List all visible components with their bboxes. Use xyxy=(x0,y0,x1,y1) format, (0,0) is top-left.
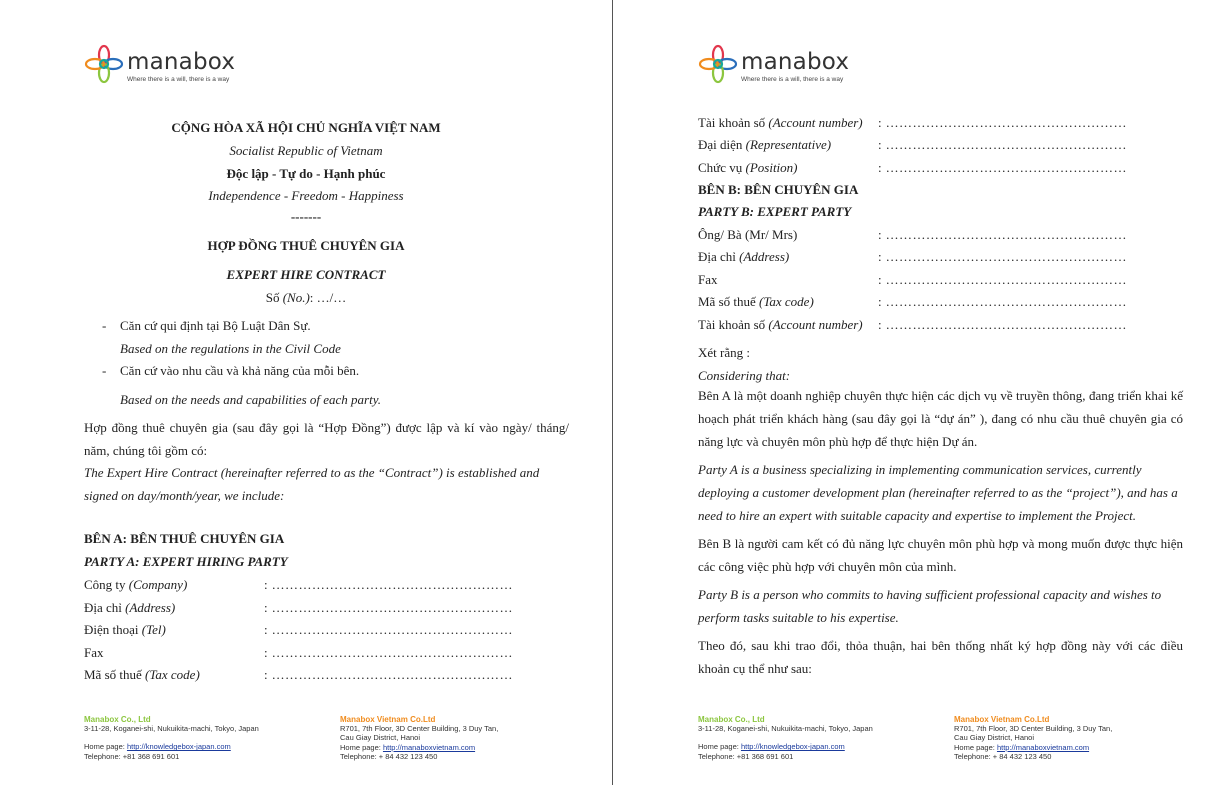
intro-vn-line: năm, chúng tôi gồm có: xyxy=(84,443,208,458)
footer-vietnam xyxy=(340,715,498,761)
contract-number xyxy=(0,290,612,306)
footer-homepage xyxy=(698,742,873,751)
company-logo xyxy=(84,44,244,88)
number-prefix: Số xyxy=(265,290,283,305)
field-tel-value: : ……………………………………………… xyxy=(264,622,513,637)
republic-title-vn: CỘNG HÒA XÃ HỘI CHỦ NGHĨA VIỆT NAM xyxy=(171,120,441,135)
motto-vn: Độc lập - Tự do - Hạnh phúc xyxy=(226,166,386,181)
field-name-b-label xyxy=(698,227,797,243)
field-address-b-value: : ……………………………………………… xyxy=(878,249,1127,264)
basis-2-en: Based on the needs and capabilities of each party. xyxy=(120,392,382,407)
field-representative-label xyxy=(698,137,831,153)
field-label-en: (Company) xyxy=(128,577,188,592)
field-tel-label xyxy=(84,622,166,638)
field-taxcode-label xyxy=(84,667,200,683)
footer-address: Cau Giay District, Hanoi xyxy=(954,733,1035,743)
footer-telephone: Telephone: +81 368 691 601 xyxy=(84,751,180,761)
motto-en: Independence - Freedom - Happiness xyxy=(208,188,404,203)
footer-japan xyxy=(698,715,873,761)
homepage-link[interactable]: http://manaboxvietnam.com xyxy=(382,742,476,752)
paragraph-2-en xyxy=(698,583,1161,629)
paragraph-line: deploying a customer development plan (hereinafter referred to as the “project”), and has a xyxy=(698,485,1178,500)
field-taxcode-value: : ……………………………………………… xyxy=(264,667,513,682)
field-label-en: (Tax code) xyxy=(759,294,814,309)
footer-homepage xyxy=(340,743,498,752)
paragraph-2-vn xyxy=(698,532,1183,578)
field-label-vn: Chức vụ xyxy=(698,160,746,175)
field-label-vn: Fax xyxy=(84,645,104,660)
brand-tagline: Where there is a will, there is a way xyxy=(741,76,844,83)
field-label-en: (Representative) xyxy=(745,137,832,152)
field-account-b-value: : ……………………………………………… xyxy=(878,317,1127,332)
brand-tagline: Where there is a will, there is a way xyxy=(127,76,230,83)
paragraph-line: need to hire an expert with suitable capacity and expertise to implement the Project. xyxy=(698,508,1137,523)
footer-homepage xyxy=(954,743,1112,752)
footer-company-name: Manabox Vietnam Co.Ltd xyxy=(954,715,1050,724)
paragraph-line: hoạch phát triển khách hàng (sau đây gọi là “dự án” ), đang có nhu cầu thuê chuyên gia có xyxy=(698,411,1183,426)
footer-homepage xyxy=(84,742,259,751)
field-label-vn: Mã số thuế xyxy=(698,294,760,309)
number-label: (No.) xyxy=(282,290,310,305)
field-account-a-label xyxy=(698,115,863,131)
homepage-link[interactable]: http://knowledgebox-japan.com xyxy=(740,742,845,752)
party-a-title-en: PARTY A: EXPERT HIRING PARTY xyxy=(84,554,288,569)
paragraph-line: Bên B là người cam kết có đủ năng lực chuyên môn phù hợp và mong muốn được thực hiện xyxy=(698,536,1183,551)
field-address-value: : ……………………………………………… xyxy=(264,600,513,615)
paragraph-1-en xyxy=(698,458,1178,527)
field-label-en: (Tel) xyxy=(141,622,166,637)
footer-telephone: Telephone: + 84 432 123 450 xyxy=(340,751,438,761)
field-label-vn: Tài khoản số xyxy=(698,115,769,130)
footer-address: 3-11-28, Koganei-shi, Nukuikita-machi, Tokyo, Japan xyxy=(698,724,873,734)
contract-title-en: EXPERT HIRE CONTRACT xyxy=(226,267,386,282)
contract-title-vn: HỢP ĐỒNG THUÊ CHUYÊN GIA xyxy=(207,238,405,253)
field-account-b-label xyxy=(698,317,863,333)
paragraph-line: năng lực và chuyên môn phù hợp để thực hiện Dự án. xyxy=(698,434,978,449)
footer-company-name: Manabox Co., Ltd xyxy=(84,715,151,724)
page-divider xyxy=(612,0,613,785)
document-page-2 xyxy=(614,0,1222,785)
footer-address: R701, 7th Floor, 3D Center Building, 3 Duy Tan, xyxy=(340,724,499,734)
field-taxcode-b-label xyxy=(698,294,814,310)
republic-title-en: Socialist Republic of Vietnam xyxy=(229,143,383,158)
field-company-value: : ……………………………………………… xyxy=(264,577,513,592)
field-address-label xyxy=(84,600,175,616)
footer-company-name: Manabox Vietnam Co.Ltd xyxy=(340,715,436,724)
field-address-b-label xyxy=(698,249,789,265)
homepage-label: Home page: xyxy=(698,742,741,752)
brand-name: manabox xyxy=(127,49,236,75)
paragraph-line: Theo đó, sau khi trao đổi, thỏa thuận, hai bên thống nhất ký hợp đồng này với các điều xyxy=(698,638,1183,653)
field-fax-label xyxy=(84,645,104,661)
footer-japan xyxy=(84,715,259,761)
field-label-en: (Address) xyxy=(125,600,176,615)
homepage-link[interactable]: http://manaboxvietnam.com xyxy=(996,742,1090,752)
party-b-title-vn: BÊN B: BÊN CHUYÊN GIA xyxy=(698,182,859,197)
field-label-vn: Công ty xyxy=(84,577,129,592)
number-value: : …/… xyxy=(309,290,347,305)
field-label-en: (Address) xyxy=(739,249,790,264)
paragraph-3-vn xyxy=(698,634,1183,680)
field-position-label xyxy=(698,160,798,176)
field-label-vn: Tài khoản số xyxy=(698,317,769,332)
basis-2-vn: Căn cứ vào nhu cầu và khả năng của mỗi bên. xyxy=(120,363,360,378)
considering-vn: Xét rằng : xyxy=(698,345,750,360)
paragraph-line: các công việc phù hợp với chuyên môn của mình. xyxy=(698,559,957,574)
footer-telephone: Telephone: +81 368 691 601 xyxy=(698,751,794,761)
homepage-label: Home page: xyxy=(84,742,127,752)
intro-vn xyxy=(84,416,569,462)
field-fax-b-label xyxy=(698,272,718,288)
basis-1-en: Based on the regulations in the Civil Code xyxy=(120,341,341,356)
manabox-flower-icon xyxy=(84,44,124,84)
homepage-label: Home page: xyxy=(954,742,997,752)
paragraph-line: perform tasks suitable to his expertise. xyxy=(698,610,899,625)
field-label-vn: Địa chỉ xyxy=(698,249,740,264)
field-label-en: (Account number) xyxy=(768,317,863,332)
field-label-vn: Fax xyxy=(698,272,718,287)
field-label-en: (Account number) xyxy=(768,115,863,130)
bullet-dash: - xyxy=(102,318,107,333)
footer-vietnam xyxy=(954,715,1112,761)
party-b-title-en: PARTY B: EXPERT PARTY xyxy=(698,204,852,219)
intro-vn-line: Hợp đồng thuê chuyên gia (sau đây gọi là “Hợp Đồng”) được lập và kí vào ngày/ tháng/ xyxy=(84,420,569,435)
intro-en-line: signed on day/month/year, we include: xyxy=(84,488,285,503)
field-company-label xyxy=(84,577,187,593)
field-label-vn: Điện thoại xyxy=(84,622,142,637)
brand-name: manabox xyxy=(741,49,850,75)
field-position-value: : ……………………………………………… xyxy=(878,160,1127,175)
field-representative-value: : ……………………………………………… xyxy=(878,137,1127,152)
paragraph-1-vn xyxy=(698,384,1183,453)
intro-en xyxy=(84,461,539,507)
footer-address: 3-11-28, Koganei-shi, Nukuikita-machi, Tokyo, Japan xyxy=(84,724,259,734)
field-label-en: (Tax code) xyxy=(145,667,200,682)
footer-address: Cau Giay District, Hanoi xyxy=(340,733,421,743)
field-fax-value: : ……………………………………………… xyxy=(264,645,513,660)
footer-telephone: Telephone: + 84 432 123 450 xyxy=(954,751,1052,761)
field-label-vn: Đại diện xyxy=(698,137,746,152)
field-label-vn: Địa chỉ xyxy=(84,600,126,615)
paragraph-line: Party A is a business specializing in implementing communication services, currently xyxy=(698,462,1142,477)
considering-en: Considering that: xyxy=(698,368,791,383)
party-a-title-vn: BÊN A: BÊN THUÊ CHUYÊN GIA xyxy=(84,531,285,546)
footer-company-name: Manabox Co., Ltd xyxy=(698,715,765,724)
paragraph-line: khoản cụ thể như sau: xyxy=(698,661,812,676)
field-fax-b-value: : ……………………………………………… xyxy=(878,272,1127,287)
intro-en-line: The Expert Hire Contract (hereinafter referred to as the “Contract”) is established and xyxy=(84,465,540,480)
field-taxcode-b-value: : ……………………………………………… xyxy=(878,294,1127,309)
homepage-label: Home page: xyxy=(340,742,383,752)
bullet-dash: - xyxy=(102,363,107,378)
paragraph-line: Party B is a person who commits to having sufficient professional capacity and wishes to xyxy=(698,587,1162,602)
field-label-vn: Ông/ Bà (Mr/ Mrs) xyxy=(698,227,798,242)
manabox-flower-icon xyxy=(698,44,738,84)
field-label-vn: Mã số thuế xyxy=(84,667,146,682)
field-account-a-value: : ……………………………………………… xyxy=(878,115,1127,130)
field-label-en: (Position) xyxy=(745,160,798,175)
field-name-b-value: : ……………………………………………… xyxy=(878,227,1127,242)
company-logo xyxy=(698,44,858,88)
homepage-link[interactable]: http://knowledgebox-japan.com xyxy=(126,742,231,752)
header-separator: ------- xyxy=(290,209,322,224)
footer-address: R701, 7th Floor, 3D Center Building, 3 Duy Tan, xyxy=(954,724,1113,734)
basis-1-vn: Căn cứ qui định tại Bộ Luật Dân Sự. xyxy=(120,318,311,333)
paragraph-line: Bên A là một doanh nghiệp chuyên thực hiện các dịch vụ về truyền thông, đang triển khai kế xyxy=(698,388,1183,403)
